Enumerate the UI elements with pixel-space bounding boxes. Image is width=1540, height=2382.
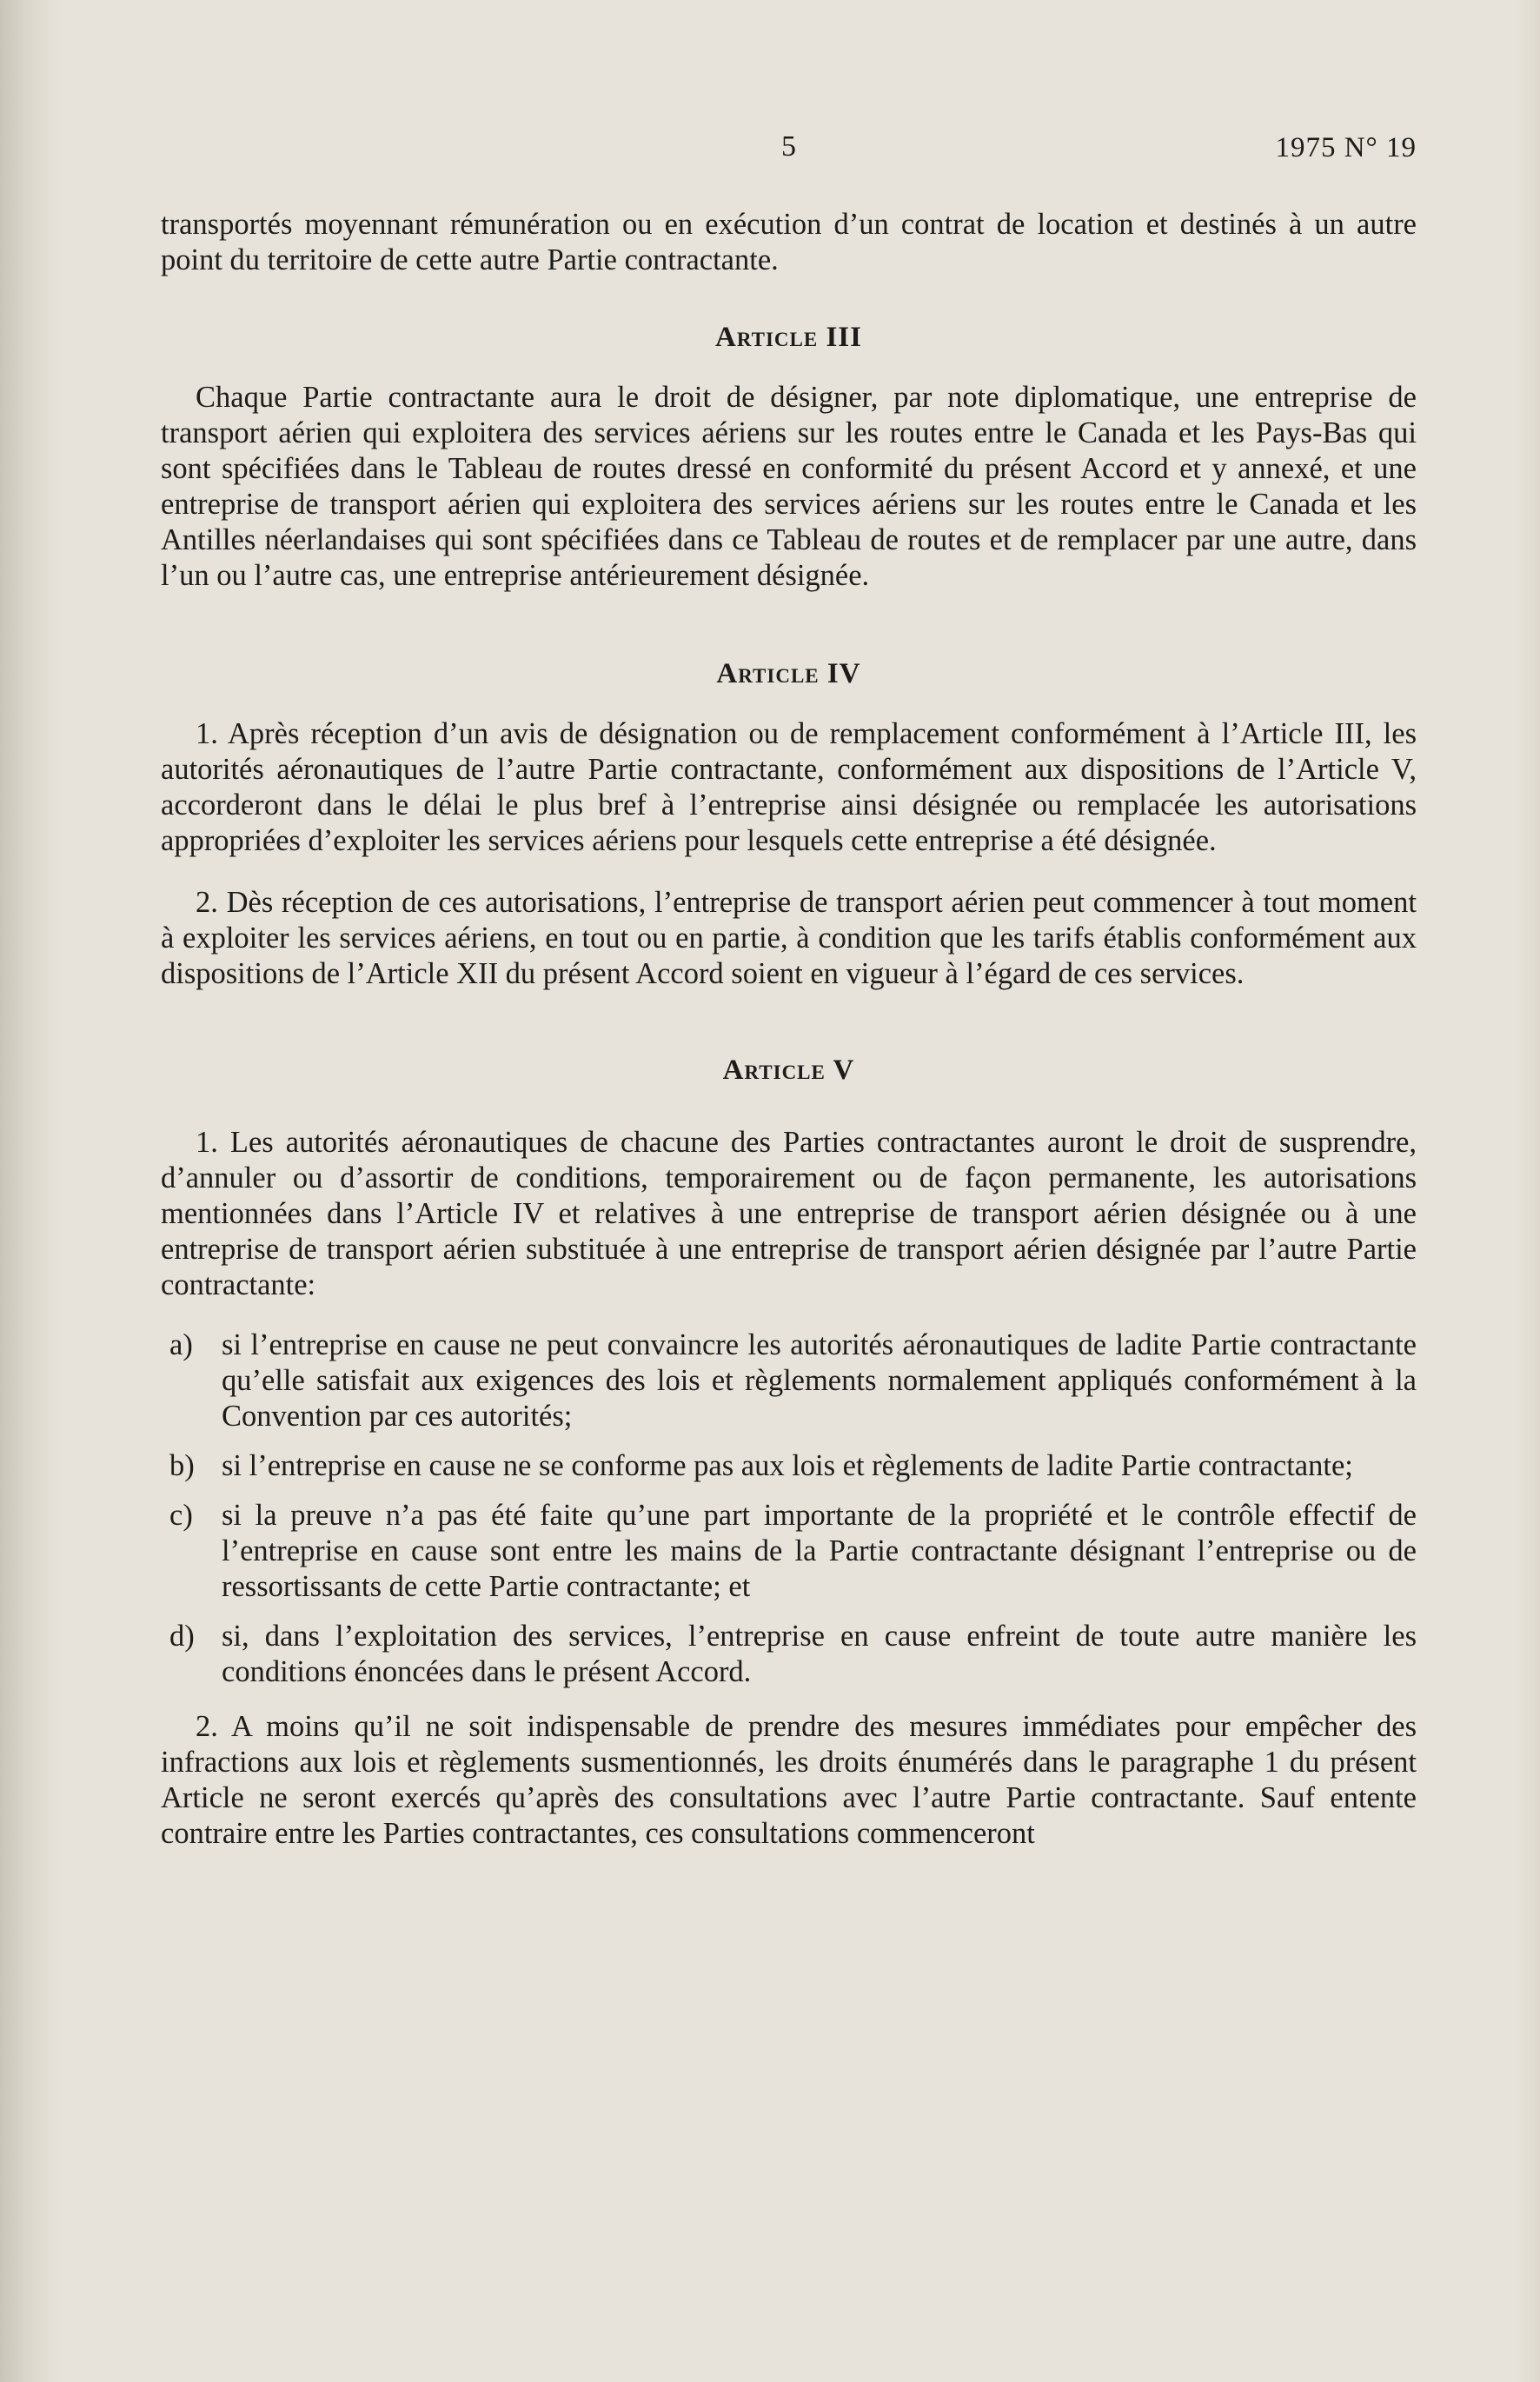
list-item [169,1327,1417,1434]
article-3-paragraph: Chaque Partie contractante aura le droit de désigner, par note diplomatique, une entreprise de transport aérien qui exploitera des services aériens sur les routes entre le Canada et les Pays-Bas qui sont spécifiées dans le Tableau de routes dressé en conformité du présent Accord et y annexé, et une entreprise de transport aérien qui exploitera des services aériens sur les routes entre le Canada et les Antilles néerlandaises qui sont spécifiées dans ce Tableau de routes et de remplacer par une autre, dans l’un ou l’autre cas, une entreprise antérieurement désignée. [161,381,1417,592]
list-item-label: b) [169,1449,195,1482]
list-item-label: c) [169,1499,193,1532]
list-item-text: si la preuve n’a pas été faite qu’une part importante de la propriété et le contrôle effectif de l’entreprise en cause sont entre les mains de la Partie contractante désignant l’entreprise ou de ressortissants de cette Partie contractante; et [222,1499,1417,1603]
list-item-label: a) [169,1328,193,1361]
article-3-heading: Article III [715,322,862,353]
intro-paragraph: transportés moyennant rémunération ou en exécution d’un contrat de location et destinés à un autre point du territoire de cette autre Partie contractante. [161,208,1417,276]
list-item-label: d) [169,1620,195,1653]
list-item-text: si, dans l’exploitation des services, l’entreprise en cause enfreint de toute autre manière les conditions énoncées dans le présent Accord. [222,1620,1417,1688]
article-5-heading: Article V [722,1055,855,1086]
article-5-paragraph-1: 1. Les autorités aéronautiques de chacune des Parties contractantes auront le droit de susprendre, d’annuler ou d’assortir de conditions, temporairement ou de façon permanente, les autorisations mentionnées dans l’Article IV et relatives à une entreprise de transport aérien désignée ou à une entreprise de transport aérien substituée à une entreprise de transport aérien désignée par l’autre Partie contractante: [161,1126,1417,1301]
article-4-heading: Article IV [716,658,861,689]
page-header [161,130,1417,174]
list-item [169,1448,1417,1484]
page-body [161,207,1417,1852]
article-4-paragraph-2: 2. Dès réception de ces autorisations, l’entreprise de transport aérien peut commencer à tout moment à exploiter les services aériens, en tout ou en partie, à condition que les tarifs établis conformément aux dispositions de l’Article XII du présent Accord soient en vigueur à l’égard de ces services. [161,886,1417,990]
page-edge [1517,0,1540,2382]
article-5-paragraph-2: 2. A moins qu’il ne soit indispensable de prendre des mesures immédiates pour empêcher des infractions aux lois et règlements susmentionnés, les droits énumérés dans le paragraphe 1 du présent Article ne seront exercés qu’après des consultations avec l’autre Partie contractante. Sauf entente contraire entre les Parties contractantes, ces consultations commenceront [161,1710,1417,1850]
conditions-list [169,1327,1417,1690]
list-item-text: si l’entreprise en cause ne se conforme pas aux lois et règlements de ladite Partie contractante; [222,1449,1353,1482]
document-reference: 1975 N° 19 [1275,132,1417,163]
list-item-text: si l’entreprise en cause ne peut convaincre les autorités aéronautiques de ladite Partie contractante qu’elle satisfait aux exigences des lois et règlements normalement appliqués conformément à la Convention par ces autorités; [222,1328,1417,1433]
list-item [169,1619,1417,1690]
spacer [161,859,1417,885]
list-item [169,1498,1417,1605]
binding-shadow [0,0,61,2382]
page-number: 5 [781,130,796,163]
article-4-paragraph-1: 1. Après réception d’un avis de désignation ou de remplacement conformément à l’Article III, les autorités aéronautiques de l’autre Partie contractante, conformément aux dispositions de l’Article V, accorderont dans le délai le plus bref à l’entreprise ainsi désignée ou remplacée les autorisations appropriées d’exploiter les services aériens pour lesquels cette entreprise a été désignée. [161,717,1417,857]
